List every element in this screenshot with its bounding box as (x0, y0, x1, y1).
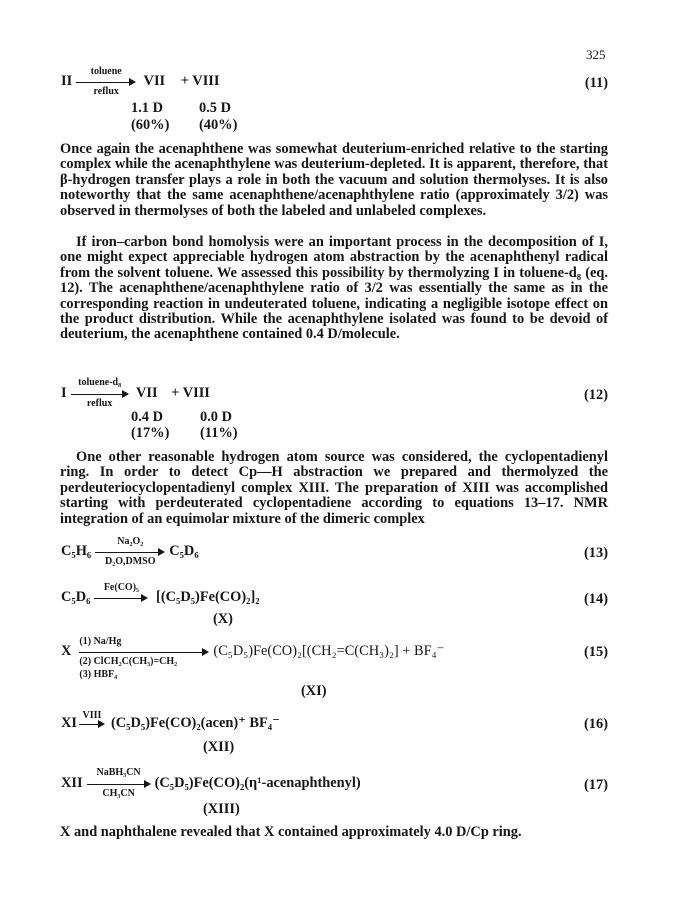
eq11-p1-yield: (60%) (131, 117, 170, 133)
eq12-arrow (71, 376, 129, 409)
eq13-arrow (95, 535, 165, 567)
eq16-left: XI (61, 715, 77, 731)
eq15-step2: (2) ClCH₂C(CH₃)=CH₂ (79, 655, 178, 667)
eq16-right: (C₅D₅)Fe(CO)₂(acen)⁺ BF₄⁻ (111, 715, 280, 731)
equation-13 (61, 535, 199, 567)
eq17-arrow (87, 766, 151, 799)
paragraph-1: Once again the acenaphthene was somewhat deuterium-enriched relative to the starting complex while the acenaphthylene was deuterium-depleted. It is apparent, therefore, that β-hydrogen transfer plays a role in both the vacuum and solution thermolyses. It is also noteworthy that the same acenaphthene/acenaphthylene ratio (approximately 3/2) was observed in thermolyses of both the labeled and unlabeled complexes. (60, 141, 608, 219)
eq17-arrow-above: NaBH₃CN (96, 766, 141, 778)
eq13-number: (13) (584, 545, 608, 561)
eq11-arrow (76, 65, 136, 97)
eq11-reactant: II (61, 73, 73, 89)
eq16-number: (16) (584, 716, 608, 732)
eq15-arrow (79, 635, 209, 680)
eq12-product2: VIII (182, 385, 210, 401)
eq11-p1-d: 1.1 D (131, 100, 163, 116)
eq11-number: (11) (584, 75, 608, 91)
paragraph-2: If iron–carbon bond homolysis were an important process in the decomposition of I, one might expect appreciable hydrogen atom abstraction by the acenaphthenyl radical from the solvent toluene. We assessed this possibility by thermolyzing I in toluene-d₈ (eq. 12). The acenaphthene/acenaphthylene ratio of 3/2 was essentially the same as in the corresponding reaction in undeuterated toluene, indicating a negligible isotope effect on the product distribution. While the acenaphthylene isolated was found to be devoid of deuterium, the acenaphthene contained 0.4 D/molecule. (60, 234, 608, 343)
eq12-p2-d: 0.0 D (200, 409, 232, 425)
eq11-product2: VIII (192, 73, 220, 89)
eq16-label: (XII) (203, 739, 235, 755)
eq12-p1-yield: (17%) (131, 425, 170, 441)
eq15-right: (C₅D₅)Fe(CO)₂[(CH₂=C(CH₃)₂] + BF₄⁻ (213, 643, 445, 659)
eq14-label: (X) (213, 611, 233, 627)
equation-14 (61, 581, 260, 605)
equation-15 (61, 635, 445, 680)
eq13-right: C₅D₆ (169, 543, 199, 559)
eq16-arrow (79, 709, 105, 731)
eq15-left: X (61, 643, 72, 659)
eq11-product1: VII (143, 73, 166, 89)
eq11-p2-d: 0.5 D (199, 100, 231, 116)
page-number: 325 (586, 47, 606, 62)
eq17-arrow-below: CH₃CN (102, 787, 135, 799)
eq13-arrow-above: Na₂O₂ (117, 535, 144, 547)
equation-16 (61, 709, 280, 731)
eq15-label: (XI) (301, 683, 327, 699)
eq15-step1: (1) Na/Hg (79, 635, 122, 647)
eq14-arrow (94, 581, 148, 605)
eq12-p1-d: 0.4 D (131, 409, 163, 425)
eq12-plus: + (171, 385, 180, 401)
eq14-arrow-above: Fe(CO)₅ (103, 581, 140, 593)
eq17-right: (C₅D₅)Fe(CO)₂(η¹-acenaphthenyl) (154, 775, 361, 791)
eq14-left: C₅D₆ (61, 589, 91, 605)
eq15-step3: (3) HBF₄ (79, 668, 118, 680)
equation-12 (61, 376, 210, 409)
equation-11 (61, 65, 220, 97)
eq17-label: (XIII) (203, 801, 240, 817)
eq12-arrow-above: toluene-d₈ (78, 376, 122, 388)
eq16-arrow-above: VIII (82, 709, 102, 721)
eq12-p2-yield: (11%) (200, 425, 238, 441)
eq12-reactant: I (61, 385, 67, 401)
eq12-number: (12) (584, 387, 608, 403)
eq14-number: (14) (584, 591, 608, 607)
eq14-right: [(C₅D₅)Fe(CO)₂]₂ (156, 589, 260, 605)
equation-17 (61, 766, 361, 799)
eq13-left: C₅H₆ (61, 543, 92, 559)
eq13-arrow-below: D₂O,DMSO (104, 555, 156, 567)
paragraph-4: X and naphthalene revealed that X contained approximately 4.0 D/Cp ring. (60, 824, 522, 840)
eq11-arrow-below: reflux (93, 85, 119, 97)
eq17-number: (17) (584, 777, 608, 793)
eq12-product1: VII (135, 385, 158, 401)
eq12-arrow-below: reflux (86, 397, 113, 409)
eq11-arrow-above: toluene (90, 65, 122, 77)
eq11-p2-yield: (40%) (199, 117, 238, 133)
eq15-number: (15) (584, 644, 608, 660)
paragraph-3: One other reasonable hydrogen atom source was considered, the cyclopentadienyl ring. In order to detect Cp—H abstraction we prepared and thermolyzed the perdeuteriocyclopentadienyl complex XIII. The preparation of XIII was accomplished starting with perdeuterated cyclopentadiene according to equations 13–17. NMR integration of an equimolar mixture of the dimeric complex (60, 449, 608, 527)
eq17-left: XII (61, 775, 83, 791)
eq11-plus: + (180, 73, 189, 89)
